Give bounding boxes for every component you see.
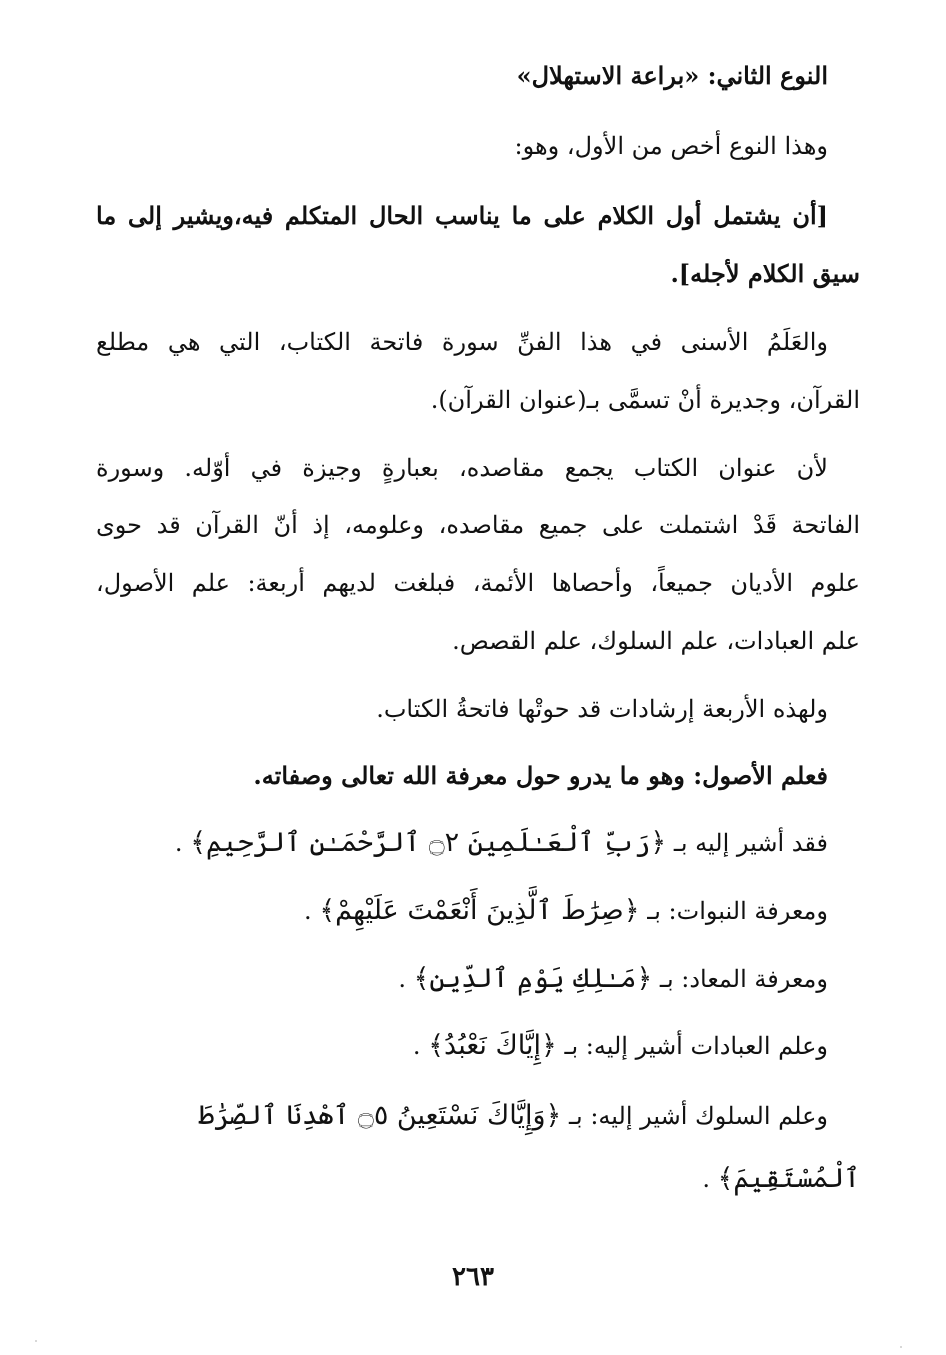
- page-number: ٢٦٣: [452, 1262, 494, 1292]
- para1-line-1: والعَلَمُ الأسنى في هذا الفنِّ سورة فاتحة الكتاب، التي هي مطلع: [96, 328, 828, 356]
- verse-end: .: [702, 1165, 710, 1193]
- scan-speck: [35, 1340, 37, 1342]
- definition-line-1: [أن يشتمل أول الكلام على ما يناسب الحال المتكلم فيه،ويشير إلى ما: [96, 201, 828, 230]
- intro-line: وهذا النوع أخص من الأول، وهو:: [514, 132, 828, 160]
- verse-end: .: [174, 829, 183, 857]
- para2-line-3: علوم الأديان جميعاً، وأحصاها الأئمة، فبلغت لديهم أربعة: علم الأصول،: [96, 569, 860, 597]
- usul-text: وهو ما يدرو حول معرفة الله تعالى وصفاته.: [253, 761, 685, 790]
- para1-line-2: القرآن، وجديرة أنْ تسمَّى بـ(عنوان القرآن).: [430, 386, 860, 414]
- verse-end: .: [304, 897, 312, 925]
- verse-line-3: [96, 962, 828, 996]
- definition-line-2: سيق الكلام لأجله].: [670, 259, 860, 288]
- verse-intro: فقد أشير إليه بـ: [673, 829, 828, 857]
- quran-verse: ﴿صِرَٰطَ ٱلَّذِينَ أَنْعَمْتَ عَلَيْهِمْ﴾: [319, 895, 640, 926]
- para2-line-2: الفاتحة قَدْ اشتملت على جميع مقاصده، وعلومه، إذ أنّ القرآن قد حوى: [96, 511, 860, 539]
- verse-line-2: [96, 894, 828, 928]
- usul-line: [96, 759, 828, 793]
- verse-intro: ومعرفة النبوات: بـ: [647, 897, 828, 925]
- para2-line-4: علم العبادات، علم السلوك، علم القصص.: [452, 627, 860, 655]
- quran-verse: ﴿رَبِّ ٱلْعَـٰلَمِينَ ۝٢ ٱلرَّحْمَـٰنِ ٱلرَّحِيمِ﴾: [190, 827, 667, 858]
- quran-verse: ﴿مَـٰلِكِ يَوْمِ ٱلدِّينِ﴾: [413, 963, 653, 994]
- quran-verse: ﴿وَإِيَّاكَ نَسْتَعِينُ ۝٥ ٱهْدِنَا ٱلصِّرَٰطَ: [198, 1100, 562, 1131]
- quran-verse: ﴿إِيَّاكَ نَعْبُدُ﴾: [428, 1030, 557, 1061]
- section-heading: [96, 59, 828, 93]
- verse-intro: وعلم السلوك أشير إليه: بـ: [568, 1102, 828, 1130]
- verse-line-6: [96, 1162, 860, 1196]
- scan-speck: [900, 1346, 902, 1348]
- para3-line: ولهذه الأربعة إرشادات قد حوتْها فاتحةُ الكتاب.: [376, 695, 828, 723]
- heading-label: النوع الثاني:: [707, 61, 828, 90]
- verse-line-1: [96, 826, 828, 860]
- verse-intro: وعلم العبادات أشير إليه: بـ: [564, 1032, 828, 1060]
- quran-verse-continued: ٱلْمُسْتَقِيمَ﴾: [717, 1163, 860, 1194]
- usul-label: فعلم الأصول:: [693, 761, 828, 790]
- verse-end: .: [412, 1032, 421, 1060]
- verse-line-4: [96, 1029, 828, 1063]
- heading-title: «براعة الاستهلال»: [516, 61, 700, 90]
- verse-end: .: [398, 965, 406, 993]
- para2-line-1: لأن عنوان الكتاب يجمع مقاصده، بعبارةٍ وجيزة في أوّله. وسورة: [96, 454, 828, 482]
- verse-intro: ومعرفة المعاد: بـ: [659, 965, 828, 993]
- verse-line-5: [96, 1099, 828, 1133]
